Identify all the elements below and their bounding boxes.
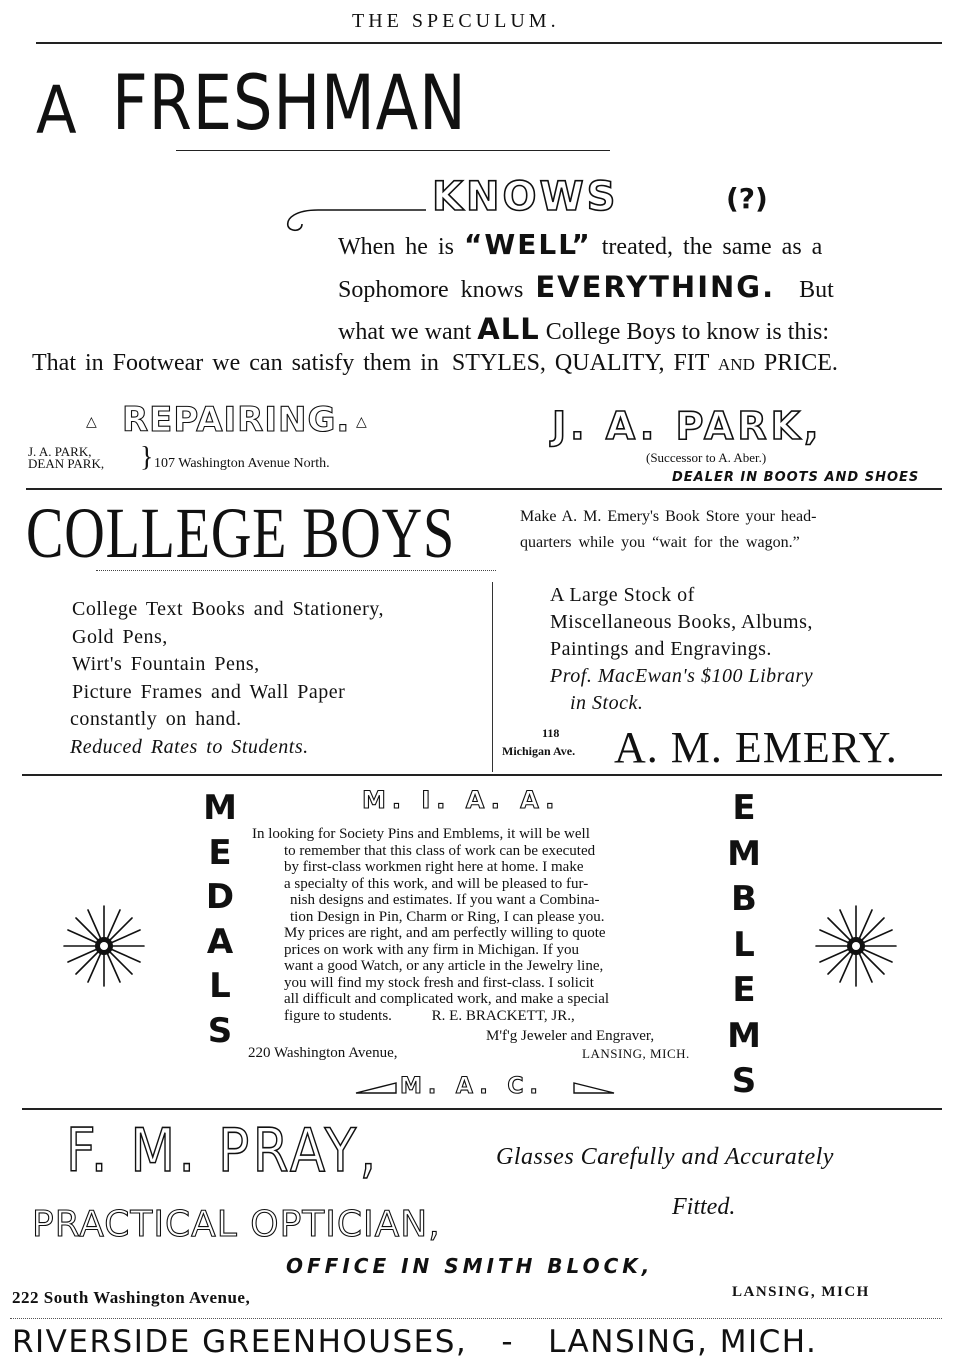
body-line-end: figure to students. bbox=[284, 1007, 392, 1024]
medals-letter: A bbox=[206, 921, 234, 962]
pray-office: OFFICE IN SMITH BLOCK, bbox=[286, 1254, 654, 1278]
line1-a: When he is bbox=[338, 234, 454, 260]
sunburst-right-icon bbox=[810, 900, 902, 992]
jeweler-city: LANSING, MICH. bbox=[582, 1046, 690, 1061]
page-header: THE SPECULUM. bbox=[352, 10, 560, 32]
owner-name-1: J. A. PARK, bbox=[28, 444, 92, 459]
line2-everything: EVERYTHING. bbox=[535, 270, 776, 304]
headline-freshman: FRESHMAN bbox=[112, 58, 467, 147]
medals-letter: E bbox=[208, 832, 232, 873]
jeweler-signature: R. E. BRACKETT, JR., bbox=[431, 1007, 575, 1024]
freshman-underline bbox=[176, 150, 610, 151]
rule-2 bbox=[22, 774, 942, 776]
sunburst-left-icon bbox=[58, 900, 150, 992]
left-item: College Text Books and Stationery, bbox=[72, 598, 385, 620]
body-line: My prices are right, and am perfectly willing to quote bbox=[284, 925, 606, 941]
pray-tagline-1: Glasses Carefully and Accurately bbox=[496, 1144, 834, 1170]
college-right-list bbox=[550, 582, 813, 717]
triangle-left: △ bbox=[86, 414, 97, 430]
college-divider bbox=[492, 582, 493, 772]
jeweler-address: 220 Washington Avenue, bbox=[248, 1045, 398, 1061]
emblems-letter: L bbox=[733, 924, 755, 965]
mac-title: M. A. C. bbox=[400, 1074, 544, 1099]
line4-a: That in Footwear we can satisfy them in bbox=[32, 350, 439, 376]
line4-b: STYLES, QUALITY, FIT and PRICE. bbox=[451, 350, 838, 376]
body-line: you will find my stock fresh and first-class. I solicit bbox=[284, 974, 594, 991]
owner-names bbox=[28, 446, 104, 470]
emery-merchant: A. M. EMERY. bbox=[614, 723, 898, 772]
emblems-letter: E bbox=[732, 970, 756, 1010]
left-reduced-rates: Reduced Rates to Students. bbox=[70, 735, 309, 758]
emblems-letter: B bbox=[731, 879, 757, 919]
park-merchant: J. A. PARK, bbox=[552, 404, 823, 448]
line2-a: Sophomore knows bbox=[338, 277, 524, 303]
rule-1 bbox=[26, 488, 942, 490]
rule-4 bbox=[10, 1318, 942, 1319]
medals-letter: M bbox=[203, 788, 237, 828]
pray-role: PRACTICAL OPTICIAN, bbox=[32, 1204, 441, 1245]
body-line: all difficult and complicated work, and make a special bbox=[284, 991, 610, 1007]
left-item: Picture Frames and Wall Paper bbox=[72, 680, 346, 703]
body-line: nish designs and estimates. If you want a Combina- bbox=[290, 892, 600, 908]
right-item: Paintings and Engravings. bbox=[550, 638, 772, 660]
emery-addr-street: Michigan Ave. bbox=[502, 744, 576, 758]
body-line: a specialty of this work, and will be pleased to fur- bbox=[284, 875, 589, 892]
body-line: In looking for Society Pins and Emblems, it will be well bbox=[252, 826, 590, 842]
pray-city: LANSING, MICH bbox=[732, 1284, 870, 1300]
left-item: Gold Pens, bbox=[72, 625, 168, 648]
medals-letter: S bbox=[207, 1010, 233, 1051]
body-line: to remember that this class of work can be executed bbox=[284, 842, 596, 859]
emblems-vertical bbox=[722, 786, 766, 1105]
pray-name: F. M. PRAY, bbox=[66, 1116, 380, 1186]
line2-b: But bbox=[799, 277, 834, 303]
jeweler-title: M'f'g Jeweler and Engraver, bbox=[486, 1028, 655, 1044]
body-line bbox=[284, 1008, 609, 1025]
miaa-title: M. I. A. A. bbox=[362, 786, 561, 814]
rule-top bbox=[36, 42, 942, 44]
medals-letter: D bbox=[205, 877, 235, 917]
repairing-label: REPAIRING. bbox=[122, 400, 351, 440]
knows-word: KNOWS bbox=[432, 174, 619, 220]
park-successor: (Successor to A. Aber.) bbox=[646, 450, 767, 465]
college-intro-1: Make A. M. Emery's Book Store your head- bbox=[520, 508, 817, 525]
line1-b: treated, the same as a bbox=[601, 234, 823, 260]
left-item: constantly on hand. bbox=[70, 708, 242, 730]
park-address: 107 Washington Avenue North. bbox=[154, 456, 330, 471]
owner-name-2: DEAN PARK, bbox=[28, 456, 105, 471]
mac-arrow-right-icon bbox=[572, 1080, 616, 1096]
right-item: Miscellaneous Books, Albums, bbox=[550, 611, 813, 633]
pray-tagline-2: Fitted. bbox=[672, 1194, 736, 1220]
body-line: prices on work with any firm in Michigan. If you bbox=[284, 941, 579, 958]
pray-address: 222 South Washington Avenue, bbox=[12, 1288, 251, 1307]
body-line: tion Design in Pin, Charm or Ring, I can please you. bbox=[290, 908, 605, 925]
college-left-list bbox=[72, 596, 384, 761]
left-item: Wirt's Fountain Pens, bbox=[72, 653, 260, 675]
medals-vertical bbox=[198, 786, 242, 1053]
headline-a: A bbox=[36, 72, 77, 149]
college-subrule bbox=[96, 570, 496, 571]
freshman-line1 bbox=[338, 228, 822, 261]
park-dealer: DEALER IN BOOTS AND SHOES bbox=[672, 470, 920, 485]
freshman-line3 bbox=[338, 312, 829, 346]
medals-letter: L bbox=[209, 966, 231, 1006]
line3-all: ALL bbox=[477, 312, 540, 346]
mac-arrow-left-icon bbox=[354, 1080, 398, 1096]
emblems-letter: M bbox=[727, 833, 761, 874]
brace: } bbox=[140, 442, 154, 473]
knows-question: (?) bbox=[726, 182, 768, 215]
triangle-right: △ bbox=[356, 414, 367, 430]
emblems-letter: S bbox=[731, 1061, 757, 1101]
jewelry-body bbox=[252, 826, 609, 1024]
body-line: want a good Watch, or any article in the Jewelry line, bbox=[284, 958, 604, 974]
emblems-letter: E bbox=[732, 788, 756, 828]
emery-addr-num: 118 bbox=[542, 726, 560, 740]
college-intro-2: quarters while you “wait for the wagon.” bbox=[520, 534, 800, 551]
right-item: A Large Stock of bbox=[550, 584, 695, 606]
rule-3 bbox=[22, 1108, 942, 1110]
college-headline: COLLEGE BOYS bbox=[26, 493, 455, 573]
right-in-stock: in Stock. bbox=[570, 692, 644, 714]
body-line: by first-class workmen right here at home. I make bbox=[284, 859, 584, 875]
emblems-letter: M bbox=[727, 1015, 761, 1056]
right-library: Prof. MacEwan's $100 Library bbox=[550, 665, 814, 687]
freshman-line2 bbox=[338, 270, 834, 304]
line1-well: “WELL” bbox=[463, 228, 592, 261]
footer-text: RIVERSIDE GREENHOUSES, - LANSING, MICH. bbox=[12, 1324, 818, 1360]
line3-b: College Boys to know is this: bbox=[545, 319, 830, 345]
line3-a: what we want bbox=[338, 319, 472, 345]
freshman-line4 bbox=[32, 350, 838, 377]
